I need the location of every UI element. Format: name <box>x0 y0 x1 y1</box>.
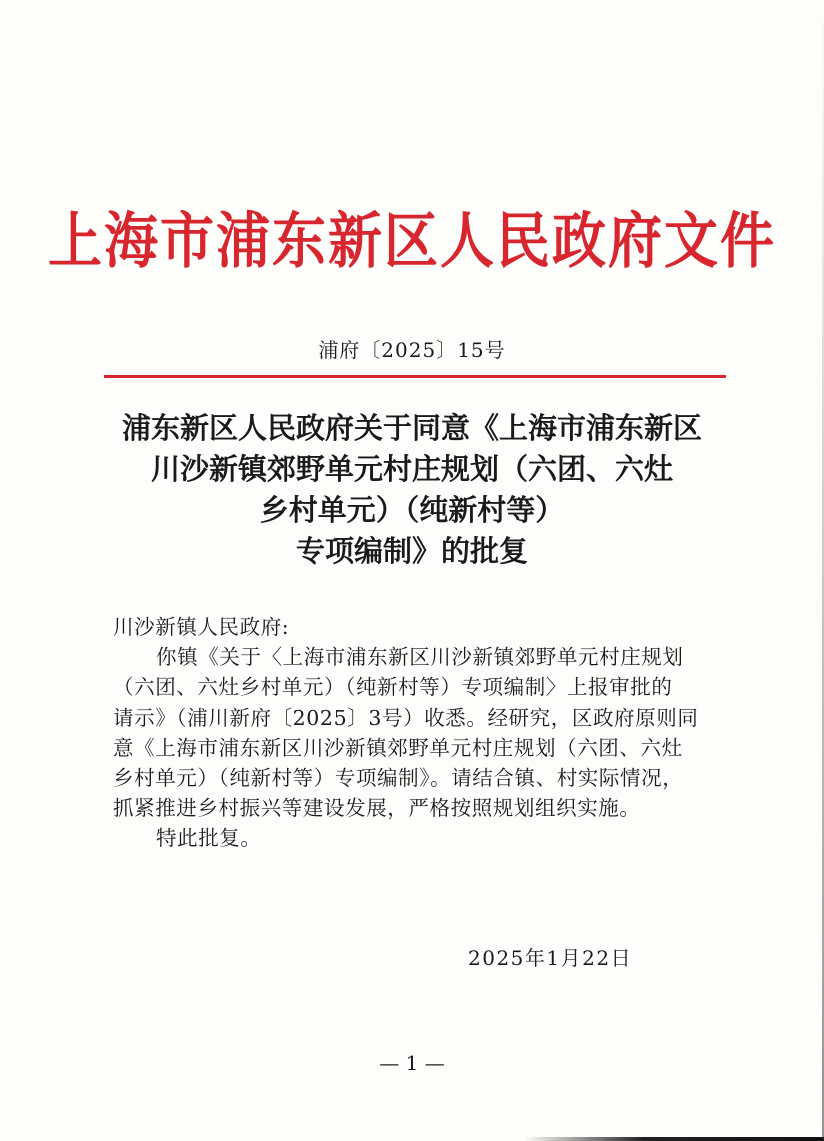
scan-edge-shadow <box>524 1137 824 1141</box>
title-line: 专项编制》的批复 <box>295 534 528 568</box>
paragraph-line: 请示》（浦川新府〔2025〕3号）收悉。经研究，区政府原则同 <box>113 705 699 730</box>
document-number: 浦府〔2025〕15号 <box>318 338 506 362</box>
issuer-header: 上海市浦东新区人民政府文件 <box>48 204 776 277</box>
paragraph-line: 你镇《关于〈上海市浦东新区川沙新镇郊野单元村庄规划 <box>156 645 684 670</box>
paragraph-line: 抓紧推进乡村振兴等建设发展，严格按照规划组织实施。 <box>113 796 641 821</box>
document-title <box>90 408 734 572</box>
paragraph-line: （六团、六灶乡村单元）（纯新村等）专项编制〉上报审批的 <box>113 675 673 700</box>
issue-date: 2025年1月22日 <box>468 946 633 970</box>
red-separator-line <box>104 375 726 378</box>
title-line: 川沙新镇郊野单元村庄规划（六团、六灶 <box>150 452 673 486</box>
paragraph-line: 乡村单元）（纯新村等）专项编制》。请结合镇、村实际情况， <box>113 766 684 791</box>
closing-statement: 特此批复。 <box>156 826 262 851</box>
main-paragraph <box>113 642 725 823</box>
page-number: — 1 — <box>379 1051 445 1075</box>
document-body <box>113 612 725 854</box>
title-line: 浦东新区人民政府关于同意《上海市浦东新区 <box>121 411 702 445</box>
title-line: 乡村单元）（纯新村等） <box>259 493 565 527</box>
addressee: 川沙新镇人民政府: <box>113 615 290 639</box>
paragraph-line: 意《上海市浦东新区川沙新镇郊野单元村庄规划（六团、六灶 <box>113 735 683 760</box>
